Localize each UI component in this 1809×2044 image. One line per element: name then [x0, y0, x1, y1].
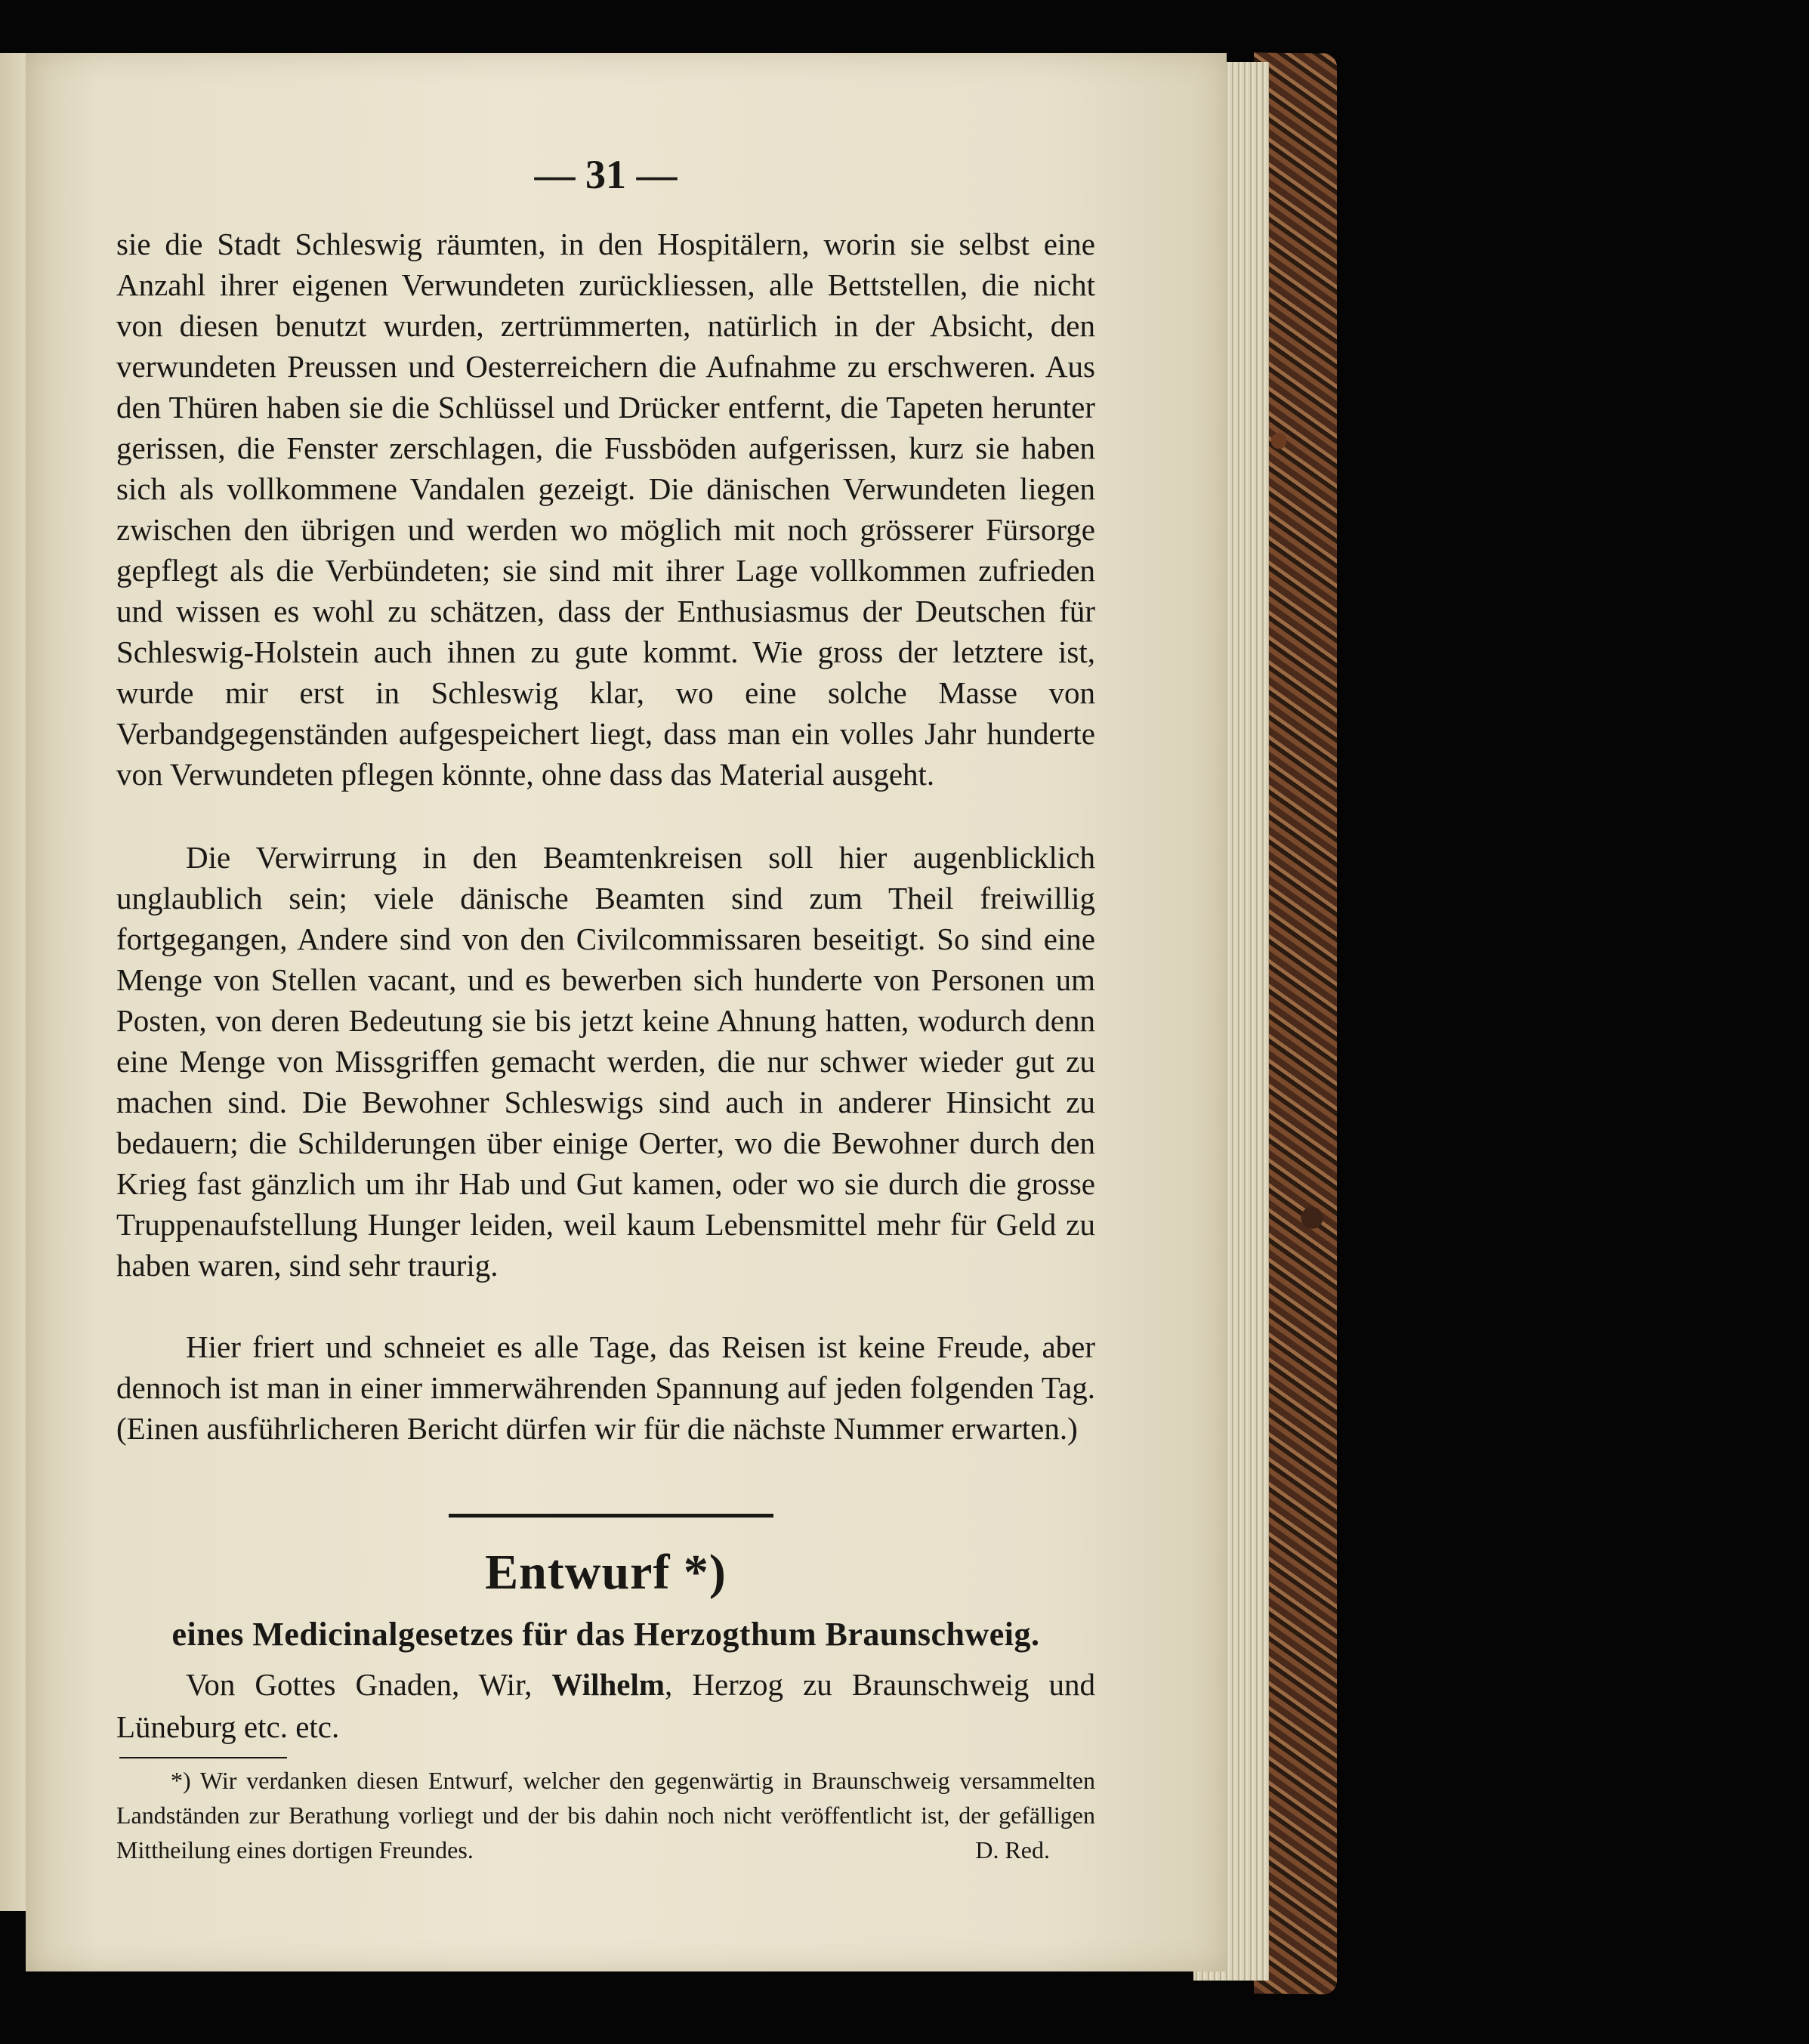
footnote-text: *) Wir verdanken diesen Entwurf, welcher den gegenwärtig in Braunschweig versammelten Landständen zur Berathung vorliegt und der bis dahin noch nicht veröffentlicht ist, der gefälligen Mittheilung eines dortigen Freundes. [116, 1767, 1095, 1863]
footnote [116, 1763, 1095, 1867]
decree-opening [116, 1663, 1095, 1748]
footnote-signature: D. Red. [975, 1836, 1050, 1863]
decree-text: Von Gottes Gnaden, Wir, [186, 1667, 552, 1702]
decree-name: Wilhelm [551, 1667, 665, 1702]
section-divider [449, 1514, 773, 1518]
section-title: Entwurf *) [485, 1545, 727, 1600]
page-number: — 31 — [534, 152, 678, 197]
paragraph: Die Verwirrung in den Beamtenkreisen soll hier augenblicklich unglaublich sein; viele dänische Beamten sind zum Theil freiwillig fortgegangen, Andere sind von den Civilcommissaren beseitigt. So sind eine Menge von Stellen vacant, und es bewerben sich hunderte von Personen um Posten, von deren Bedeutung sie bis jetzt keine Ahnung hatten, wodurch denn eine Menge von Missgriffen gemacht werden, die nur schwer wieder gut zu machen sind. Die Bewohner Schleswigs sind auch in anderer Hinsicht zu bedauern; die Schilderungen über einige Oerter, wo die Bewohner durch den Krieg fast gänzlich um ihr Hab und Gut kamen, oder wo sie durch die grosse Truppenaufstellung Hunger leiden, weil kaum Lebensmittel mehr für Geld zu haben waren, sind sehr traurig. [116, 840, 1095, 1283]
section-subtitle: eines Medicinalgesetzes für das Herzogthum Braunschweig. [171, 1616, 1040, 1653]
paragraph: sie die Stadt Schleswig räumten, in den Hospitälern, worin sie selbst eine Anzahl ihrer eigenen Verwundeten zurückliessen, alle Bettstellen, die nicht von diesen benutzt wurden, zertrümmerten, natürlich in der Absicht, den verwundeten Preussen und Oesterreichern die Aufnahme zu erschweren. Aus den Thüren haben sie die Schlüssel und Drücker entfernt, die Tapeten herunter gerissen, die Fenster zerschlagen, die Fussböden aufgerissen, kurz sie haben sich als vollkommene Vandalen gezeigt. Die dänischen Verwundeten liegen zwischen den übrigen und werden wo möglich mit noch grösserer Fürsorge gepflegt als die Verbündeten; sie sind mit ihrer Lage vollkommen zufrieden und wissen es wohl zu schätzen, dass der Enthusiasmus der Deutschen für Schleswig-Holstein auch ihnen zu gute kommt. Wie gross der letztere ist, wurde mir erst in Schleswig klar, wo eine solche Masse von Verbandgegenständen aufgespeichert liegt, dass man ein volles Jahr hunderte von Verwundeten pflegen könnte, ohne dass das Material ausgeht. [116, 227, 1095, 792]
paragraph: Hier friert und schneiet es alle Tage, das Reisen ist keine Freude, aber dennoch ist man in einer immerwährenden Spannung auf jeden folgenden Tag. (Einen ausführlicheren Bericht dürfen wir für die nächste Nummer erwarten.) [116, 1329, 1095, 1446]
footnote-rule [119, 1757, 287, 1758]
decree-text: , Herzog zu Braunschweig und Lüneburg etc. etc. [116, 1667, 1095, 1744]
